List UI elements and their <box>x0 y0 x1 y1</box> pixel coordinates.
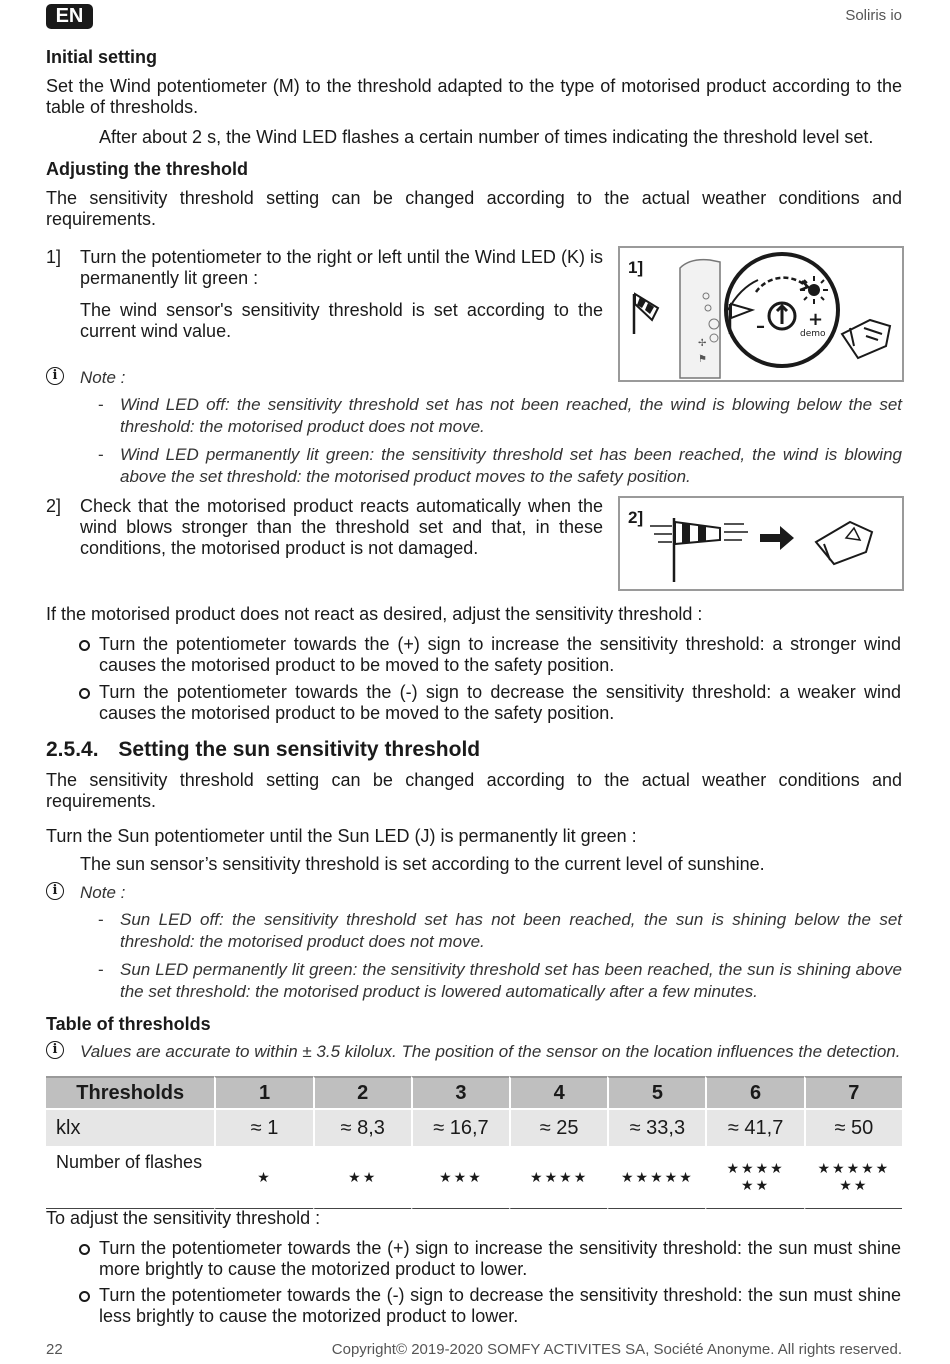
table-cell: ≈ 33,3 <box>607 1110 705 1146</box>
step-1-result: The wind sensor's sensitivity threshold is set according to the current wind value. <box>80 300 603 341</box>
note-label: Note : <box>80 883 126 902</box>
flash-stars: ★★★★★ ★★ <box>804 1146 902 1209</box>
initial-setting-heading: Initial setting <box>46 47 158 67</box>
table-cell: ≈ 25 <box>509 1110 607 1146</box>
info-icon: i <box>46 1041 64 1059</box>
initial-setting-result: After about 2 s, the Wind LED flashes a certain number of times indicating the threshold level set. <box>99 127 874 147</box>
step-1 <box>46 247 603 342</box>
table-header-cell: 7 <box>804 1076 902 1110</box>
figure-label: 1] <box>628 258 644 277</box>
table-header-cell: 5 <box>607 1076 705 1110</box>
bullet-item: Turn the potentiometer towards the (-) sign to decrease the sensitivity threshold: a weaker wind causes the motorised product to be moved to the safety position. <box>99 682 901 724</box>
info-icon: i <box>46 367 64 385</box>
initial-setting-text: Set the Wind potentiometer (M) to the threshold adapted to the type of motorised product according to the table of thresholds. <box>46 76 902 117</box>
table-info: Values are accurate to within ± 3.5 kilolux. The position of the sensor on the location influences the detection. <box>80 1042 901 1061</box>
section-heading <box>46 738 480 762</box>
table-cell: klx <box>46 1110 214 1146</box>
potentiometer-illustration <box>620 248 902 380</box>
table-cell: ≈ 1 <box>214 1110 312 1146</box>
note-item: - Wind LED permanently lit green: the sensitivity threshold set has been reached, the wind is blowing above the set threshold: the motorised product moves to the safety position. <box>98 445 902 486</box>
minus-label: – <box>756 316 765 337</box>
table-title: Table of thresholds <box>46 1014 211 1034</box>
product-name: Soliris io <box>845 7 902 24</box>
table-row <box>46 1146 902 1209</box>
table-header-row <box>46 1076 902 1110</box>
sun-intro: The sensitivity threshold setting can be changed according to the actual weather conditions and requirements. <box>46 770 902 811</box>
table-header-cell: 4 <box>509 1076 607 1110</box>
copyright: Copyright© 2019-2020 SOMFY ACTIVITES SA, Société Anonyme. All rights reserved. <box>331 1341 902 1358</box>
table-header-cell: 3 <box>411 1076 509 1110</box>
flash-stars: ★ <box>214 1146 312 1209</box>
flash-stars: ★★ <box>313 1146 411 1209</box>
note-label: Note : <box>80 368 126 387</box>
step-number: 2] <box>46 496 62 516</box>
step-1-text: Turn the potentiometer to the right or left until the Wind LED (K) is permanently lit green : <box>80 247 603 288</box>
note-item: - Wind LED off: the sensitivity threshold set has not been reached, the wind is blowing below the set threshold: the motorised product does not move. <box>98 395 902 436</box>
wind-reaction-illustration <box>620 498 902 589</box>
flash-stars: ★★★★★ <box>607 1146 705 1209</box>
section-number: 2.5.4. <box>46 738 99 761</box>
bullet-item: Turn the potentiometer towards the (+) sign to increase the sensitivity threshold: a stronger wind causes the motorised product to be moved to the safety position. <box>99 634 901 676</box>
figure-1 <box>618 246 904 382</box>
figure-2 <box>618 496 904 591</box>
svg-text:✢: ✢ <box>698 338 707 349</box>
svg-text:⚑: ⚑ <box>698 354 707 365</box>
info-icon: i <box>46 882 64 900</box>
table-header-cell: 1 <box>214 1076 312 1110</box>
section-title: Setting the sun sensitivity threshold <box>118 738 481 761</box>
adjust-intro: If the motorised product does not react as desired, adjust the sensitivity threshold : <box>46 604 703 624</box>
demo-label: demo <box>800 329 826 339</box>
adjust-sun-intro: To adjust the sensitivity threshold : <box>46 1208 321 1228</box>
table-header-cell: 2 <box>313 1076 411 1110</box>
step-2-text: Check that the motorised product reacts automatically when the wind blows stronger than the threshold set and that, in these conditions, the motorised product is not damaged. <box>80 496 603 558</box>
step-number: 1] <box>46 247 62 267</box>
sun-turn-text: Turn the Sun potentiometer until the Sun LED (J) is permanently lit green : <box>46 826 637 846</box>
table-row <box>46 1110 902 1146</box>
flash-stars: ★★★ <box>411 1146 509 1209</box>
table-cell: ≈ 50 <box>804 1110 902 1146</box>
flash-stars: ★★★★ ★★ <box>705 1146 803 1209</box>
page-number: 22 <box>46 1341 63 1358</box>
flash-stars: ★★★★ <box>509 1146 607 1209</box>
language-badge: EN <box>46 4 93 29</box>
bullet-item: Turn the potentiometer towards the (-) sign to decrease the sensitivity threshold: the sun must shine less brightly to cause the motorized product to lower. <box>99 1285 901 1327</box>
bullet-item: Turn the potentiometer towards the (+) sign to increase the sensitivity threshold: the sun must shine more brightly to cause the motorized product to lower. <box>99 1238 901 1280</box>
table-cell: ≈ 16,7 <box>411 1110 509 1146</box>
table-cell: Number of flashes <box>46 1146 214 1209</box>
note-item: - Sun LED off: the sensitivity threshold set has not been reached, the sun is shining below the set threshold: the motorised product does not move. <box>98 910 902 951</box>
table-header-cell: 6 <box>705 1076 803 1110</box>
thresholds-table <box>46 1076 902 1209</box>
adjusting-heading: Adjusting the threshold <box>46 159 248 179</box>
table-cell: ≈ 8,3 <box>313 1110 411 1146</box>
table-header-cell: Thresholds <box>46 1076 214 1110</box>
figure-label: 2] <box>628 508 644 527</box>
plus-label: + <box>808 309 824 330</box>
adjusting-text: The sensitivity threshold setting can be changed according to the actual weather conditions and requirements. <box>46 188 902 229</box>
table-cell: ≈ 41,7 <box>705 1110 803 1146</box>
step-2 <box>46 496 603 559</box>
sun-result: The sun sensor’s sensitivity threshold is set according to the current level of sunshine. <box>80 854 765 874</box>
note-item: - Sun LED permanently lit green: the sensitivity threshold set has been reached, the sun is shining above the set threshold: the motorised product is lowered automatically after a few minutes. <box>98 960 902 1001</box>
